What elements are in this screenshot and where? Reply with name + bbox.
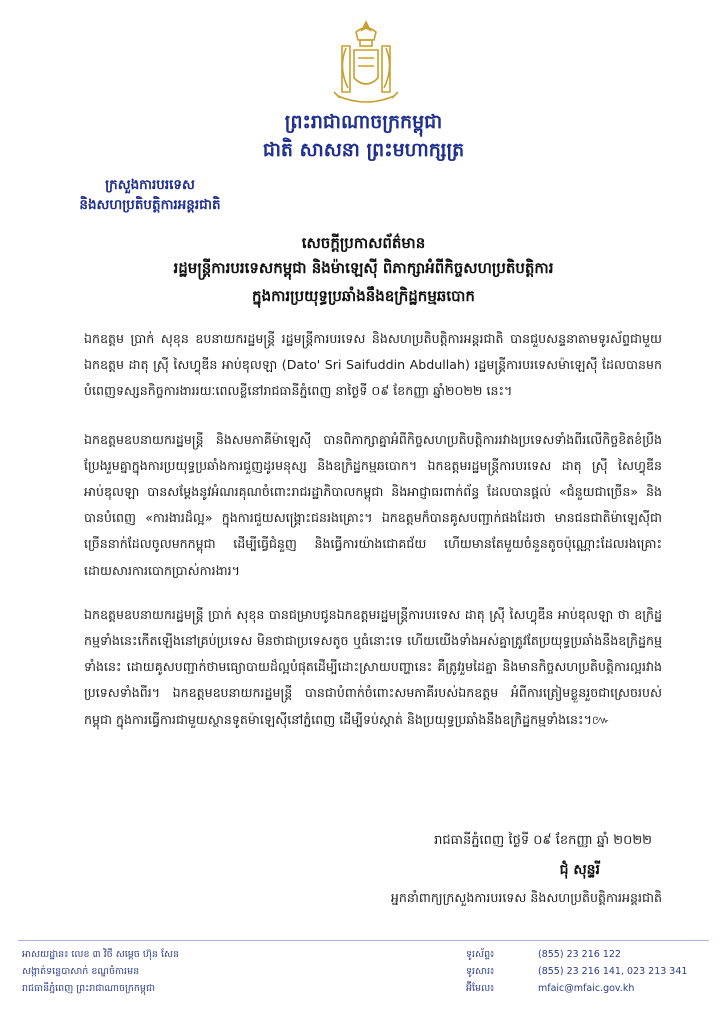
phone-value: (855) 23 216 122 <box>538 949 621 960</box>
phone-row <box>466 946 711 963</box>
headline-line1: រដ្ឋមន្រ្តីការបរទេសកម្ពុជា និងម៉ាឡេស៊ី ពិភាក្សាអំពីកិច្ចសហប្រតិបត្តិការ <box>173 259 554 277</box>
email-row <box>466 980 711 997</box>
phone-label: ទូរស័ព្ទ៖ <box>466 949 495 960</box>
footer-address <box>22 946 352 997</box>
fax-label: ទូរសារ៖ <box>466 966 495 977</box>
press-release-body <box>84 326 662 755</box>
headline-line2: ក្នុងការប្រយុទ្ធប្រឆាំងនឹងឧក្រិដ្ឋកម្មឆបោក <box>252 287 475 305</box>
email-value: mfaic@mfaic.gov.kh <box>538 983 635 994</box>
fax-value: (855) 23 216 141, 023 213 341 <box>538 966 688 977</box>
fax-row <box>466 963 711 980</box>
signatory-name: ជុំ សុន្ទរី <box>559 862 600 878</box>
document-type-title: សេចក្តីប្រកាសព័ត៌មាន <box>301 234 426 252</box>
place-and-date: រាជធានីភ្នំពេញ ថ្ងៃទី ០៩ ខែកញ្ញា ឆ្នាំ ២០២២ <box>434 833 652 848</box>
body-paragraph: ឯកឧត្តមឧបនាយករដ្ឋមន្ត្រី និងសមភាគីម៉ាឡេស៊ី បានពិភាក្សាគ្នាអំពីកិច្ចសហប្រតិបត្តិការរវាងប្រទេសទាំងពីរលើកិច្ចខិតខំប្រឹងប្រែងរួមគ្នាក្នុងការប្រយុទ្ធប្រឆាំងការជួញដូរមនុស្ស និងឧក្រិដ្ឋកម្មឆបោក។ ឯកឧត្តមរដ្ឋមន្ត្រីការបរទេស ដាតុ ស្រ៊ី សៃហ្វុឌីន អាប់ឌុលឡា បានសម្តែងនូវអំណរគុណចំពោះរាជរដ្ឋាភិបាលកម្ពុជា និងអាជ្ញាធរពាក់ព័ន្ធ ដែលបានផ្តល់ «ជំនួយជាច្រើន» និងបានបំពេញ «ការងារដ៏ល្អ» ក្នុងការជួយសង្គ្រោះជនរងគ្រោះ។ ឯកឧត្តមក៏បានគូសបញ្ជាក់ផងដែរថា មានជនជាតិម៉ាឡេស៊ីជាច្រើននាក់ដែលចូលមកកម្ពុជា ដើម្បីធ្វើជំនួញ និងធ្វើការយ៉ាងជោគជ័យ ហើយមានតែមួយចំនួនតូចប៉ុណ្ណោះដែលរងគ្រោះដោយសារការបោកប្រាស់ការងារ។ <box>84 431 662 578</box>
email-label: អ៊ីមែល៖ <box>466 983 495 994</box>
body-paragraph: ឯកឧត្តម ប្រាក់ សុខុន ឧបនាយករដ្ឋមន្ត្រី រដ្ឋមន្ត្រីការបរទេស និងសហប្រតិបត្តិការអន្តរជាតិ បានជួបសន្ទនាតាមទូរស័ព្ទជាមួយ ឯកឧត្តម ដាតុ ស្រ៊ី សៃហ្វុឌីន អាប់ឌុលឡា (Dato' Sri Saifuddin Abdullah) រដ្ឋមន្ត្រីការបរទេសម៉ាឡេស៊ី ដែលបានមកបំពេញទស្សនកិច្ចការងាររយៈពេលខ្លីនៅរាជធានីភ្នំពេញ នាថ្ងៃទី ០៩ ខែកញ្ញា ឆ្នាំ២០២២ នេះ។ <box>84 331 662 399</box>
address-line: អាសយដ្ឋាន៖ លេខ ៣ វិថី សម្តេច ហ៊ុន សែន <box>22 949 180 960</box>
body-paragraph: ឯកឧត្តមឧបនាយករដ្ឋមន្ត្រី ប្រាក់ សុខុន បានជម្រាបជូនឯកឧត្តមរដ្ឋមន្ត្រីការបរទេស ដាតុ ស្រ៊ី សៃហ្វុឌីន អាប់ឌុលឡា ថា ឧក្រិដ្ឋកម្មទាំងនេះកើតឡើងនៅគ្រប់ប្រទេស មិនថាជាប្រទេសតូច ឬធំនោះទេ ហើយយើងទាំងអស់គ្នាត្រូវតែប្រយុទ្ធប្រឆាំងនឹងឧក្រិដ្ឋកម្មទាំងនេះ ដោយគូសបញ្ជាក់ថាមធ្យោបាយដ៏ល្អបំផុតដើម្បីដោះស្រាយបញ្ហានេះ គឺត្រូវរួមដៃគ្នា និងមានកិច្ចសហប្រតិបត្តិការល្អរវាងប្រទេសទាំងពីរ។ ឯកឧត្តមឧបនាយករដ្ឋមន្ត្រី បានជាបំពាក់ចំពោះសមភាគីរបស់ឯកឧត្តម អំពីការត្រៀមខ្លួនរួចជាស្រេចរបស់កម្ពុជា ក្នុងការធ្វើការជាមួយស្ថានទូតម៉ាឡេស៊ីនៅភ្នំពេញ ដើម្បីទប់ស្កាត់ និងប្រយុទ្ធប្រឆាំងនឹងឧក្រិដ្ឋកម្មទាំងនេះ។៚ <box>84 606 662 727</box>
address-line: សង្កាត់ទន្លេបាសាក់ ខណ្ឌចំការមន <box>22 966 140 977</box>
signatory-title: អ្នកនាំពាក្យក្រសួងការបរទេស និងសហប្រតិបត្តិការអន្តរជាតិ <box>390 890 662 905</box>
address-line: រាជធានីភ្នំពេញ ព្រះរាជាណាចក្រកម្ពុជា <box>22 983 155 994</box>
kingdom-title: ព្រះរាជាណាចក្រកម្ពុជា <box>284 111 443 133</box>
footer-divider <box>18 940 709 941</box>
ministry-name-line1: ក្រសួងការបរទេស <box>105 177 195 193</box>
footer-contacts <box>466 946 711 997</box>
royal-coat-of-arms-icon <box>328 18 404 104</box>
national-motto: ជាតិ សាសនា ព្រះមហាក្សត្រ <box>262 139 465 161</box>
ministry-name-line2: និងសហប្រតិបត្តិការអន្តរជាតិ <box>79 197 221 213</box>
